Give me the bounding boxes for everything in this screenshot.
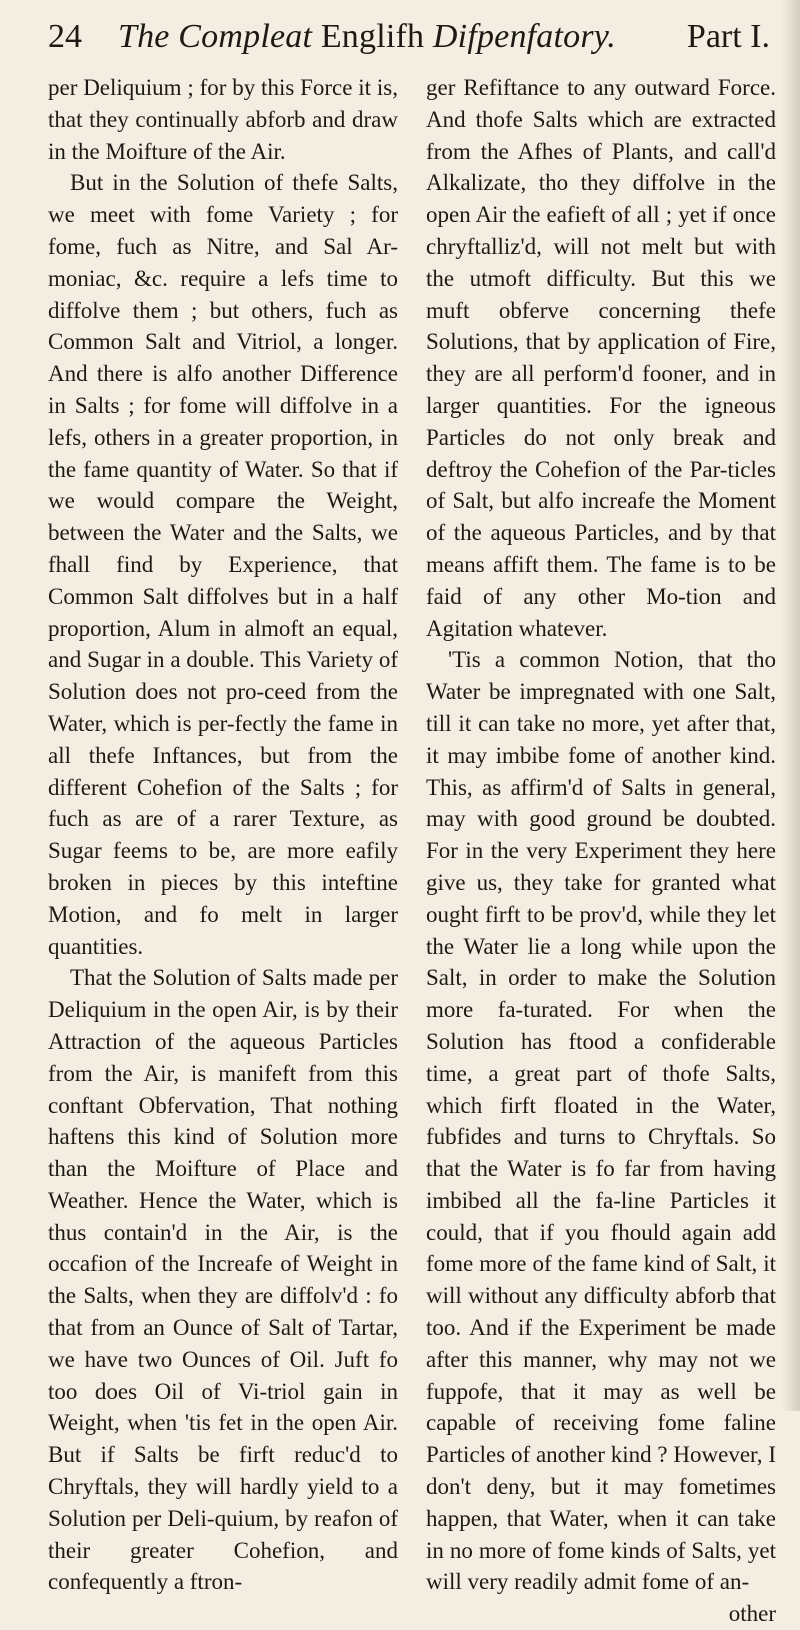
paragraph: 'Tis a common Notion, that tho Water be impregnated with one Salt, till it can take no more, yet after that, it may imbibe fome of another kind. This, as affirm'd of Salts in general, may with good ground be doubted. For in the very Experiment they here give us, they take for granted what ought firft to be prov'd, while they let the Water lie a long while upon the Salt, in order to make the Solution more fa-turated. For when the Solution has ftood a confiderable time, a great part of thofe Salts, which firft floated in the Water, fubfides and turns to Chryftals. So that the Water is fo far from having imbibed all the fa-line Particles it could, that if you fhould again add fome more of the fame kind of Salt, it will without any difficulty abforb that too. And if the Experiment be made after this manner, why may not we fuppofe, that it may as well be capable of receiving fome faline Particles of another kind ? However, I don't deny, but it may fometimes happen, that Water, when it can take in no more of fome kinds of Salts, yet will very readily admit fome of an- (426, 647, 776, 1595)
running-title-roman: Englifh (312, 18, 433, 55)
paragraph: That the Solution of Salts made per Deliquium in the open Air, is by their Attraction of the aqueous Particles from the Air, is manifeft from this conftant Obfervation, That nothing haftens this kind of Solution more than the Moifture of Place and Weather. Hence the Water, which is thus contain'd in the Air, is the occafion of the Increafe of Weight in the Salts, when they are diffolv'd : fo that from an Ounce of Salt of Tartar, we have two Ounces of Oil. Juft fo too does Oil of Vi-triol gain in Weight, when 'tis fet in the open Air. But if Salts be firft reduc'd to Chryftals, they will hardly yield to a Solution per Deli-quium, by reafon of their greater Cohefion, and confequently a ftron- (48, 965, 398, 1595)
text-columns (48, 72, 778, 1630)
paragraph: But in the Solution of thefe Salts, we meet with fome Variety ; for fome, fuch as Nitre, and Sal Ar-moniac, &c. require a lefs time to diffolve them ; but others, fuch as Common Salt and Vitriol, a longer. And there is alfo another Difference in Salts ; for fome will diffolve in a lefs, others in a greater proportion, in the fame quantity of Water. So that if we would compare the Weight, between the Water and the Salts, we fhall find by Experience, that Common Salt diffolves but in a half proportion, Alum in almoft an equal, and Sugar in a double. This Variety of Solution does not pro-ceed from the Water, which is per-fectly the fame in all thefe Inftances, but from the different Cohefion of the Salts ; for fuch as are of a rarer Texture, as Sugar feems to be, are more eafily broken in pieces by this inteftine Motion, and fo melt in larger quantities. (48, 170, 398, 959)
running-title-italic-2: Difpenfatory. (432, 18, 616, 55)
paragraph: ger Refiftance to any outward Force. And thofe Salts which are extracted from the Afhes of Plants, and call'd Alkalizate, tho they diffolve in the open Air the eafieft of all ; yet if once chryftalliz'd, will not melt but with the utmoft difficulty. But this we muft obferve concerning thefe Solutions, that by application of Fire, they are all perform'd fooner, and in larger quantities. For the igneous Particles do not only break and deftroy the Cohefion of the Par-ticles of Salt, but alfo increafe the Moment of the aqueous Particles, and by that means affift them. The fame is to be faid of any other Mo-tion and Agitation whatever. (426, 75, 776, 641)
right-column (426, 72, 776, 1630)
running-title-italic-1: The Compleat (118, 18, 313, 55)
page-number: 24 (48, 18, 82, 55)
part-label: Part I. (686, 18, 770, 55)
left-column (48, 72, 398, 1630)
paragraph: per Deliquium ; for by this Force it is, that they continually abforb and draw in the Moifture of the Air. (48, 75, 398, 164)
running-title (118, 18, 687, 56)
running-head (48, 18, 778, 66)
catchword: other (728, 1601, 776, 1627)
